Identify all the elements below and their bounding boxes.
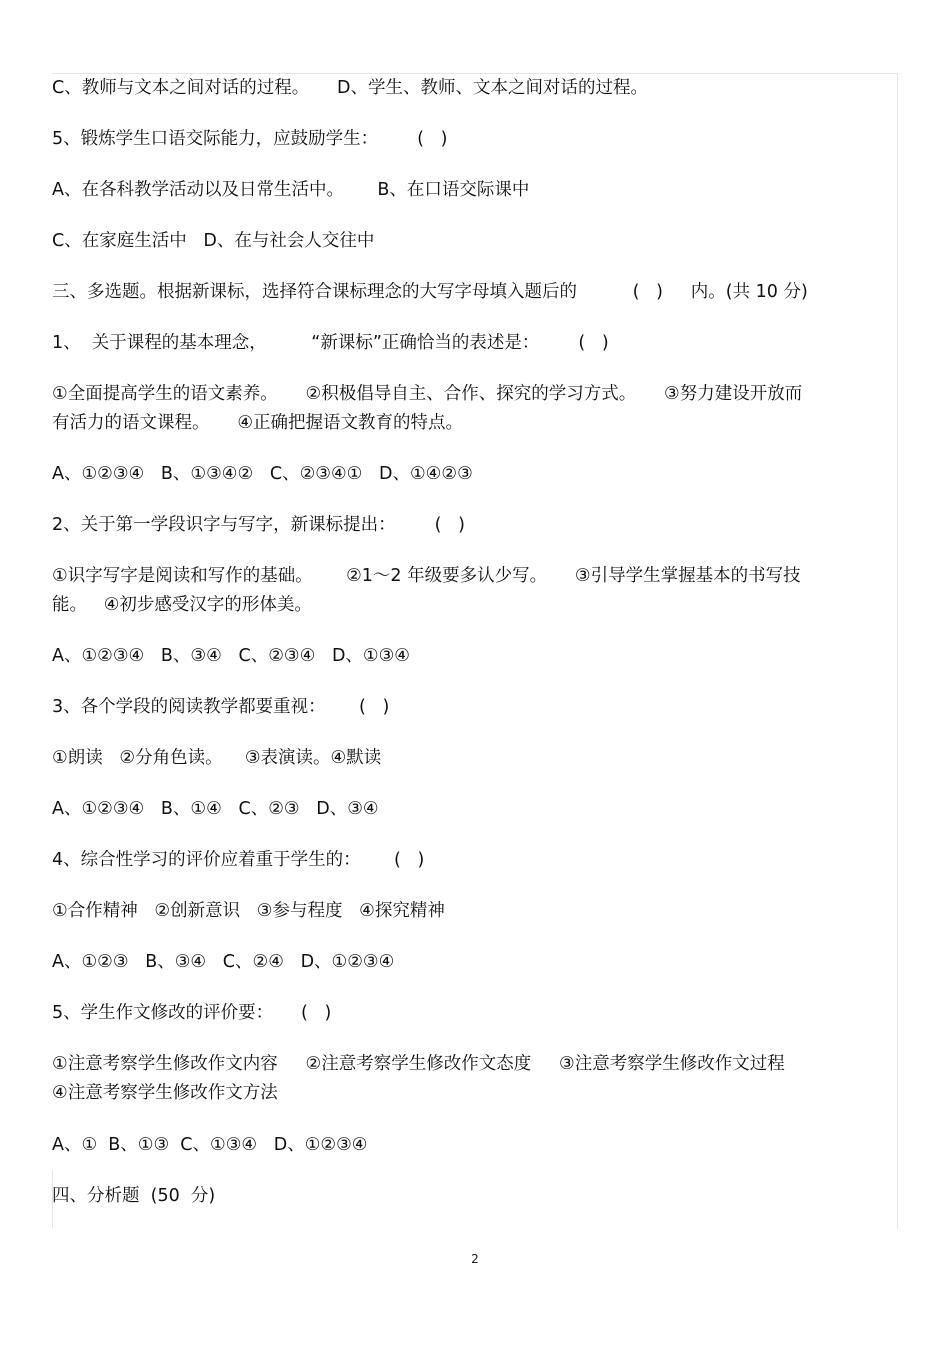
section-heading: 四、分析题 (50 分): [52, 1186, 216, 1206]
question-line: 3、各个学段的阅读教学都要重视： ( ): [52, 697, 390, 717]
statement-line: 有活力的语文课程。 ④正确把握语文教育的特点。: [52, 413, 464, 433]
question-line: 1、 关于课程的基本理念， “新课标”正确恰当的表述是： ( ): [52, 333, 609, 353]
statement-line: ①全面提高学生的语文素养。 ②积极倡导自主、合作、探究的学习方式。 ③努力建设开放而: [52, 384, 803, 404]
option-line: A、①②③④ B、①④ C、②③ D、③④: [52, 799, 379, 819]
text-line: C、教师与文本之间对话的过程。 D、学生、教师、文本之间对话的过程。: [52, 78, 649, 98]
option-line: C、在家庭生活中 D、在与社会人交往中: [52, 231, 375, 251]
statement-line: ①合作精神 ②创新意识 ③参与程度 ④探究精神: [52, 901, 445, 921]
question-line: 2、关于第一学段识字与写字，新课标提出： ( ): [52, 515, 465, 535]
option-line: A、①②③④ B、③④ C、②③④ D、①③④: [52, 646, 410, 666]
statement-line: ④注意考察学生修改作文方法: [52, 1083, 278, 1103]
page-number: 2: [471, 1252, 479, 1266]
question-line: 5、学生作文修改的评价要： ( ): [52, 1003, 332, 1023]
statement-line: 能。 ④初步感受汉字的形体美。: [52, 595, 312, 615]
statement-line: ①识字写字是阅读和写作的基础。 ②1～2 年级要多认少写。 ③引导学生掌握基本的书写技: [52, 566, 801, 586]
section-heading: 三、多选题。根据新课标，选择符合课标理念的大写字母填入题后的 ( ) 内。(共 10 分): [52, 282, 808, 302]
statement-line: ①注意考察学生修改作文内容 ②注意考察学生修改作文态度 ③注意考察学生修改作文过程: [52, 1054, 785, 1074]
statement-line: ①朗读 ②分角色读。 ③表演读。④默读: [52, 748, 382, 768]
question-line: 4、综合性学习的评价应着重于学生的： ( ): [52, 850, 425, 870]
option-line: A、①②③ B、③④ C、②④ D、①②③④: [52, 952, 395, 972]
question-line: 5、锻炼学生口语交际能力，应鼓励学生： ( ): [52, 129, 448, 149]
option-line: A、在各科教学活动以及日常生活中。 B、在口语交际课中: [52, 180, 530, 200]
option-line: A、①②③④ B、①③④② C、②③④① D、①④②③: [52, 464, 473, 484]
option-line: A、① B、①③ C、①③④ D、①②③④: [52, 1135, 368, 1155]
